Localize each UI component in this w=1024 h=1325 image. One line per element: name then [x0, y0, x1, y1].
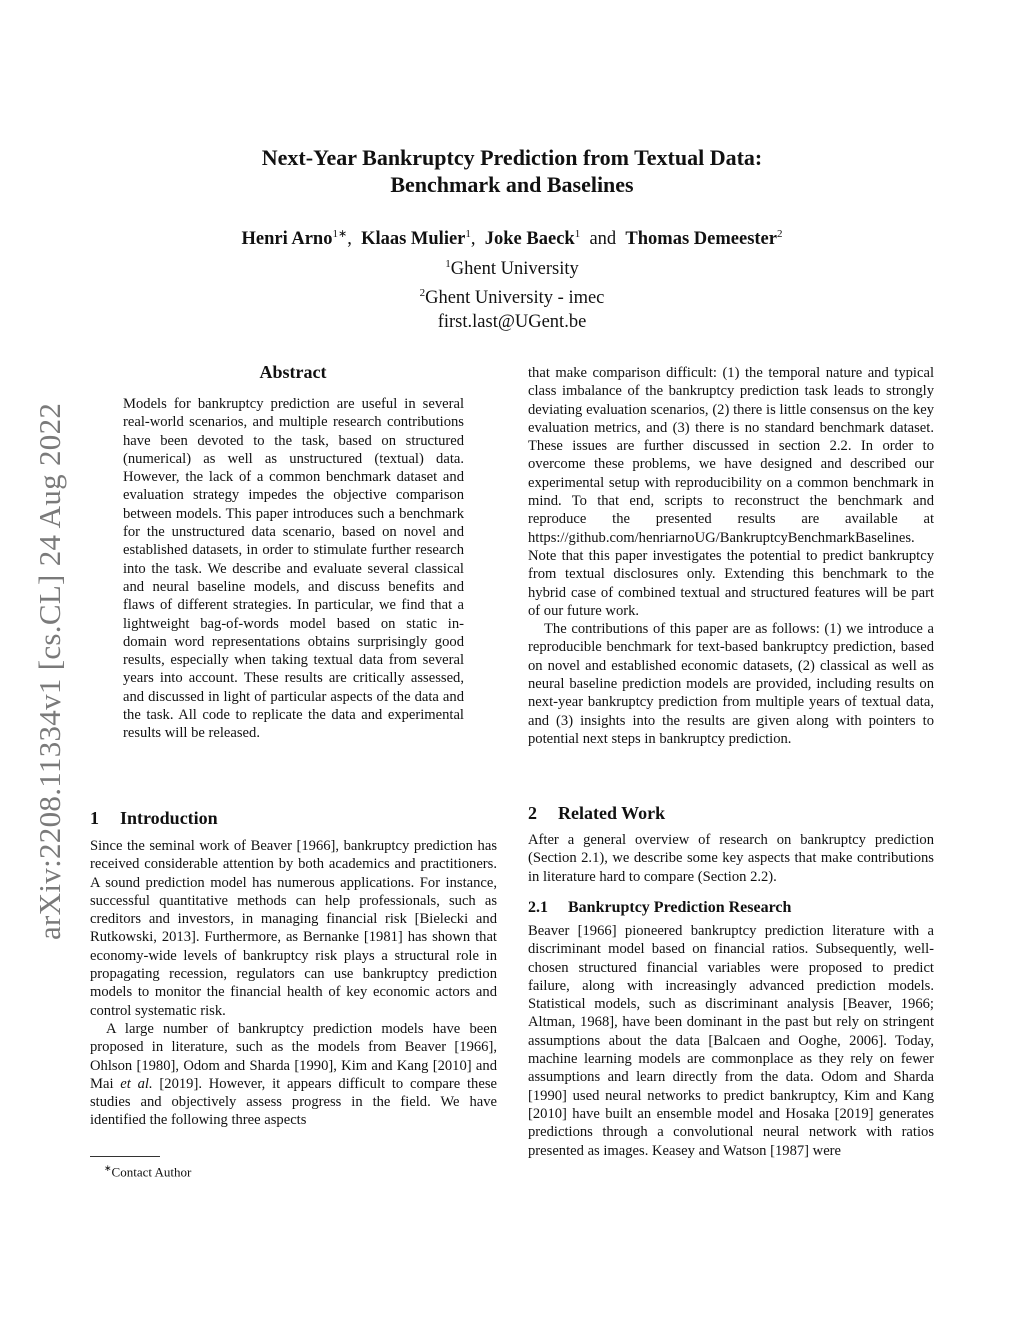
- related-work-body: [528, 831, 934, 886]
- title-line-2: Benchmark and Baselines: [390, 172, 634, 197]
- subsection-number: 2.1: [528, 899, 548, 916]
- abstract-heading: Abstract: [259, 362, 327, 382]
- affiliation: [200, 281, 824, 310]
- paper-title: [150, 144, 874, 198]
- subsection-title: Bankruptcy Prediction Research: [568, 899, 792, 916]
- footnote-mark: ∗: [104, 1163, 112, 1173]
- section-title: Introduction: [120, 808, 218, 828]
- author-mark: 1: [574, 228, 581, 240]
- intro-text: [2019]. However, it appears difficult to compare these studies and objectively assess progress in the field. We have identified the following three aspects: [90, 1075, 497, 1129]
- affiliation-mark: 2: [419, 287, 426, 300]
- author-name: Klaas Mulier: [361, 229, 466, 250]
- subsection-body: [528, 922, 934, 1160]
- intro-text: A large number of bankruptcy prediction models have been proposed in literature, such as the models from Beaver [1966], Ohlson [1980], Odom and Sharda [1990], Kim and Kang [2010] and Mai: [90, 1020, 497, 1092]
- affiliations: [200, 252, 824, 334]
- footnote-rule: [90, 1156, 160, 1157]
- footnote: [104, 1160, 191, 1180]
- section-heading-related-work: [528, 802, 665, 824]
- intro-paragraph: Since the seminal work of Beaver [1966], bankruptcy prediction has received considerable attention by both academics and practitioners. A sound prediction model has numerous applications. For instance, successful quantitative methods can help professionals, such as creditors and investors, in managing financial risk [Bielecki and Rutkowski, 2013]. Furthermore, as Bernanke [1981] has shown that economy-wide levels of bankruptcy risk plays a structural role in propagating recession, regulators can use bankruptcy prediction models to monitor the financial health of key economic actors and control systematic risk.: [90, 838, 497, 1019]
- affiliation-mark: 1: [445, 258, 451, 270]
- related-paragraph: After a general overview of research on bankruptcy prediction (Section 2.1), we describe some key aspects that make contributions in literature hard to compare (Section 2.2).: [528, 832, 934, 885]
- affiliation: [200, 252, 824, 281]
- affiliation-text: Ghent University: [450, 259, 579, 280]
- author-name: Joke Baeck: [484, 229, 575, 250]
- author-mark: 1∗: [332, 228, 348, 240]
- author-joiner: and: [589, 229, 617, 250]
- author-name: Henri Arno: [241, 229, 333, 250]
- affiliation-text: Ghent University - imec: [425, 288, 605, 309]
- right-column-intro: [528, 364, 934, 748]
- author-mark: 2: [776, 228, 783, 240]
- intro-paragraph: The contributions of this paper are as follows: (1) we introduce a reproducible benchmark for text-based bankruptcy prediction, based on novel and established economic datasets, (2) classical as well as neural baseline prediction models are provided, including results on next-year bankruptcy prediction from multiple years of textual data, and (3) insights into the results are given along with pointers to potential next steps in bankruptcy prediction.: [528, 621, 934, 747]
- section-number: 1: [90, 808, 99, 828]
- title-line-1: Next-Year Bankruptcy Prediction from Textual Data:: [261, 145, 763, 170]
- intro-paragraph: that make comparison difficult: (1) the temporal nature and typical class imbalance of the bankruptcy prediction task leads to strongly deviating evaluation scenarios, (2) there is little consensus on the key evaluation metrics, and (3) there is no standard benchmark dataset. These issues are further discussed in section 2.2. In order to overcome these problems, we have designed and described our experimental setup with reproducibility on a common benchmark in mind. To that end, scripts to reconstruct the benchmark and reproduce the presented results are available at https://github.com/henriarnoUG/BankruptcyBenchmarkBaselines. Note that this paper investigates the potential to predict bankruptcy from textual disclosures only. Extending this benchmark to the hybrid case of combined textual and structured features will be part of our future work.: [528, 365, 934, 619]
- footnote-text: Contact Author: [111, 1164, 192, 1180]
- intro-emphasis: et al.: [120, 1075, 153, 1092]
- section-heading-introduction: [90, 807, 218, 829]
- introduction-body: [90, 837, 497, 1130]
- abstract-body: [123, 395, 464, 743]
- subsection-paragraph: Beaver [1966] pioneered bankruptcy prediction literature with a discriminant model based on financial ratios. Subsequently, well-chosen structured financial variables were proposed to predict failure, along with increasingly advanced prediction models. Statistical models, such as discriminant analysis [Beaver, 1966; Altman, 1968], have been dominant in the past but rely on stringent assumptions about the data [Balcaen and Ooghe, 2006]. Today, machine learning models are commonplace as they rely on fewer assumptions and learn directly from the data. Odom and Sharda [1990] used neural networks to predict bankruptcy, Kim and Kang [2010] have built an ensemble model and Hosaka [2019] generates predictions through a convolutional neural network with ratios presented as images. Keasey and Watson [1987] were: [528, 923, 934, 1159]
- abstract-text: Models for bankruptcy prediction are useful in several real-world scenarios, and multiple research contributions have been devoted to the task, based on structured (numerical) as well as unstructured (textual) data. However, the lack of a common benchmark dataset and evaluation strategy impedes the objective comparison between models. This paper introduces such a benchmark for the unstructured data scenario, based on novel and established datasets, in order to stimulate further research into the task. We describe and evaluate several classical and neural baseline models, and discuss benefits and flaws of different strategies. In particular, we find that a lightweight bag-of-words model based on static in-domain word representations obtains surprisingly good results, especially when taking textual data from several years into account. These results are critically assessed, and discussed in light of particular aspects of the data and the task. All code to replicate the data and experimental results will be released.: [123, 396, 464, 742]
- section-title: Related Work: [558, 803, 666, 823]
- author-name: Thomas Demeester: [625, 229, 777, 250]
- author-mark: 1: [465, 228, 471, 240]
- author-list: Henri Arno$^{1∗}$, Klaas Mulier$^1$, Joke Baeck$^1$ and Thomas Demeester$^2$: [241, 228, 783, 250]
- subsection-heading-bankruptcy-research: [528, 898, 791, 918]
- intro-paragraph: [90, 1020, 497, 1130]
- section-number: 2: [528, 803, 537, 823]
- email: first.last@UGent.be: [437, 312, 587, 333]
- arxiv-side-label: arXiv:2208.11334v1 [cs.CL] 24 Aug 2022: [32, 402, 67, 940]
